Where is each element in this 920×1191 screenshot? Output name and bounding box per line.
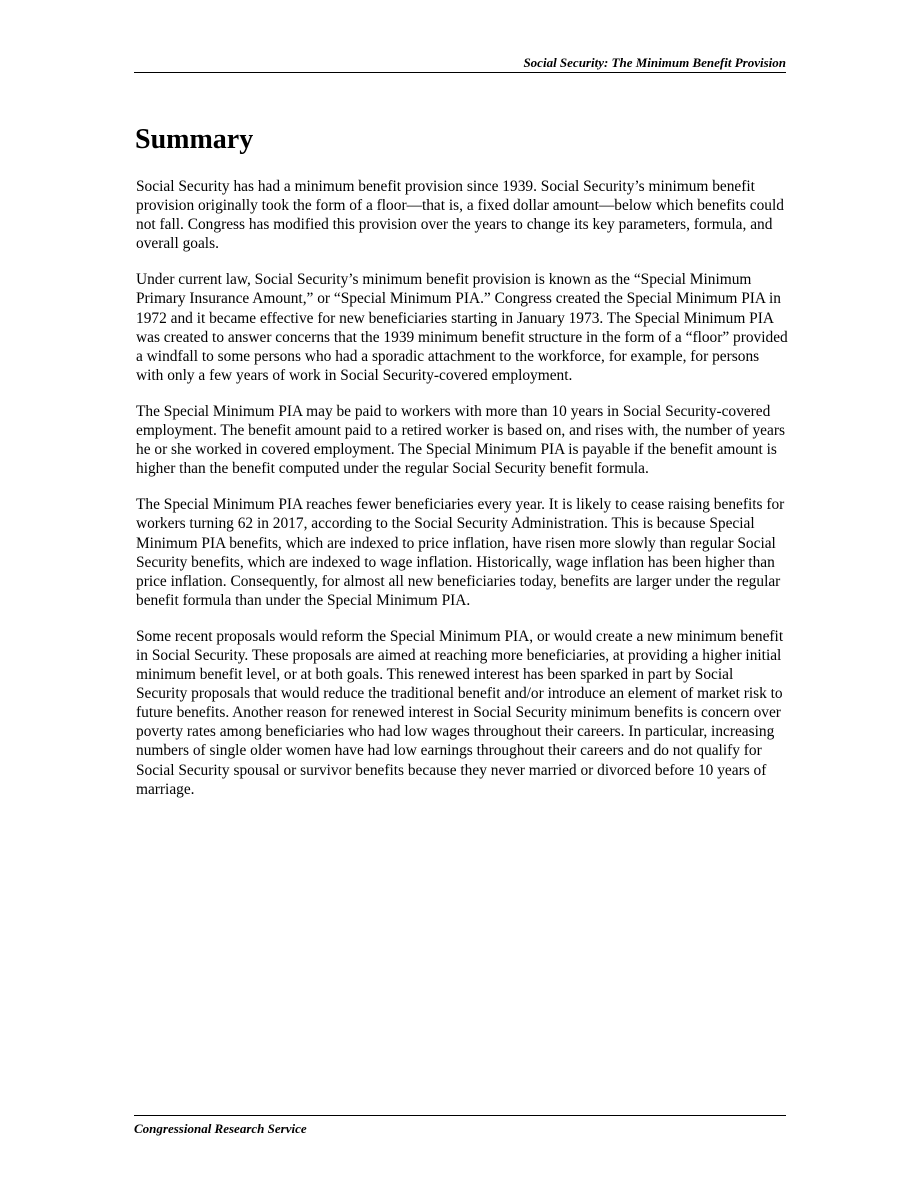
paragraph-5: Some recent proposals would reform the Special Minimum PIA, or would create a new minimum benefit in Social Security. These proposals are aimed at reaching more beneficiaries, at providing a higher initial minimum benefit level, or at both goals. This renewed interest has been sparked in part by Social Security proposals that would reduce the traditional benefit and/or introduce an element of market risk to future benefits. Another reason for renewed interest in Social Security minimum benefits is concern over poverty rates among beneficiaries who had low wages throughout their careers. In particular, increasing numbers of single older women have had low earnings throughout their careers and do not qualify for Social Security spousal or survivor benefits because they never married or divorced before 10 years of marriage.: [136, 627, 784, 798]
paragraph-3: The Special Minimum PIA may be paid to workers with more than 10 years in Social Security-covered employment. The benefit amount paid to a retired worker is based on, and rises with, the number of years he or she worked in covered employment. The Special Minimum PIA is payable if the benefit amount is higher than the benefit computed under the regular Social Security benefit formula.: [136, 402, 785, 478]
section-title: Summary: [135, 124, 254, 155]
paragraph-2: Under current law, Social Security’s minimum benefit provision is known as the “Special Minimum Primary Insurance Amount,” or “Special Minimum PIA.” Congress created the Special Minimum PIA in 1972 and it became effective for new beneficiaries starting in January 1973. The Special Minimum PIA was created to answer concerns that the 1939 minimum benefit structure in the form of a “floor” provided a windfall to some persons who had a sporadic attachment to the workforce, for example, for persons with only a few years of work in Social Security-covered employment.: [136, 271, 788, 384]
running-footer: Congressional Research Service: [134, 1115, 786, 1137]
paragraph-1: Social Security has had a minimum benefit provision since 1939. Social Security’s minimum benefit provision originally took the form of a floor—that is, a fixed dollar amount—below which benefits could not fall. Congress has modified this provision over the years to change its key parameters, formula, and overall goals.: [136, 178, 784, 253]
paragraph-4: The Special Minimum PIA reaches fewer beneficiaries every year. It is likely to cease raising benefits for workers turning 62 in 2017, according to the Social Security Administration. This is because Special Minimum PIA benefits, which are indexed to price inflation, have risen more slowly than regular Social Security benefits, which are indexed to wage inflation. Historically, wage inflation has been higher than price inflation. Consequently, for almost all new beneficiaries today, benefits are larger under the regular benefit formula than under the Special Minimum PIA.: [136, 496, 785, 609]
running-header: Social Security: The Minimum Benefit Provision: [134, 55, 786, 73]
summary-body: [136, 177, 788, 816]
